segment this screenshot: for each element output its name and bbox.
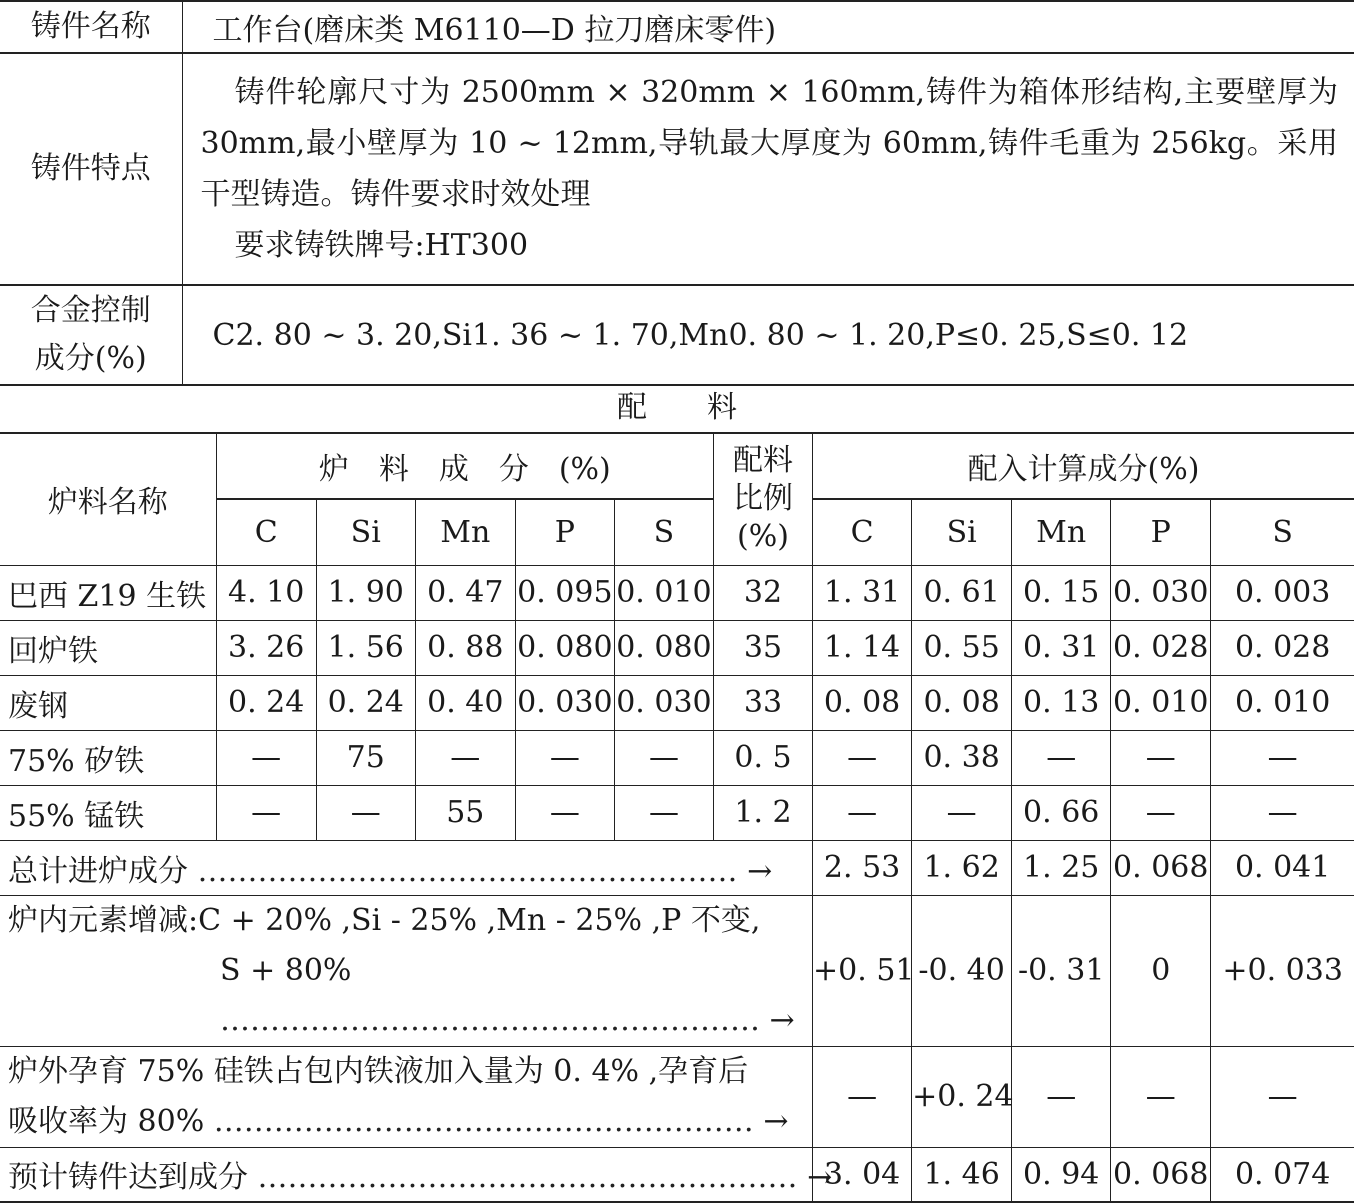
table-cell: — [614, 730, 713, 785]
arrow-icon: → [769, 1002, 795, 1038]
table-cell: — [1111, 730, 1211, 785]
table-cell: 0. 66 [1012, 785, 1111, 840]
casting-feature-value [182, 53, 1354, 285]
table-cell: 0. 041 [1211, 840, 1354, 895]
casting-name-row [0, 1, 1354, 53]
alloy-control-label-line1: 合金控制 [30, 293, 151, 328]
table-cell: 1. 46 [912, 1147, 1012, 1202]
table-cell: 0. 010 [1211, 675, 1354, 730]
material-name: 55% 锰铁 [0, 785, 216, 840]
expected-row [0, 1147, 1354, 1202]
inoculation-label-line2-wrap [8, 1097, 812, 1147]
table-cell: +0. 24 [912, 1046, 1012, 1147]
table-cell: 0. 010 [614, 565, 713, 620]
table-cell: — [1111, 1046, 1211, 1147]
table-cell: 0. 08 [813, 675, 912, 730]
table-cell: 55 [415, 785, 515, 840]
leader-dots: ……………………………………………… [257, 1160, 798, 1196]
material-name: 巴西 Z19 生铁 [0, 565, 216, 620]
table-cell: — [515, 730, 614, 785]
table-cell: 1. 14 [813, 620, 912, 675]
table-cell: 1. 56 [316, 620, 415, 675]
casting-info-table [0, 0, 1354, 386]
furnace-change-row [0, 895, 1354, 1046]
ratio-header-line3: (%) [737, 519, 789, 555]
material-name: 75% 矽铁 [0, 730, 216, 785]
table-cell: 0. 31 [1012, 620, 1111, 675]
table-cell: +0. 033 [1211, 895, 1354, 1046]
arrow-icon: → [747, 853, 773, 889]
total-label-cell [0, 840, 813, 895]
table-cell: 1. 90 [316, 565, 415, 620]
charge-s-header: S [614, 499, 713, 565]
section-title: 配 料 [617, 390, 737, 425]
expected-label-cell [0, 1147, 833, 1202]
table-cell: 3. 26 [216, 620, 316, 675]
furnace-change-label-line1: 炉内元素增减:C + 20% ,Si - 25% ,Mn - 25% ,P 不变, [8, 902, 761, 938]
table-row [0, 785, 1354, 840]
casting-name-label: 铸件名称 [0, 1, 182, 53]
ratio-header-line1: 配料 [733, 443, 794, 479]
table-row [0, 620, 1354, 675]
leader-dots: ……………………………………………… [220, 1002, 760, 1038]
calc-s-header: S [1211, 499, 1354, 565]
table-cell: 0. 24 [216, 675, 316, 730]
ratio-cell: 35 [713, 620, 812, 675]
table-cell: 0. 028 [1211, 620, 1354, 675]
inoculation-label-cell [0, 1046, 813, 1147]
furnace-change-label-cell [0, 895, 813, 1046]
table-cell: 0. 88 [415, 620, 515, 675]
table-cell: 2. 53 [813, 840, 912, 895]
calc-c-header: C [813, 499, 912, 565]
inoculation-label-line1: 炉外孕育 75% 硅铁占包内铁液加入量为 0. 4% ,孕育后 [8, 1053, 749, 1089]
table-cell: — [614, 785, 713, 840]
inoculation-row [0, 1046, 1354, 1147]
table-cell: 0. 080 [614, 620, 713, 675]
calc-mn-header: Mn [1012, 499, 1111, 565]
casting-feature-label: 铸件特点 [0, 53, 182, 285]
table-cell: 4. 10 [216, 565, 316, 620]
table-cell: — [813, 785, 912, 840]
table-cell: 0. 068 [1111, 1147, 1211, 1202]
table-cell: 0. 47 [415, 565, 515, 620]
arrow-icon: → [763, 1103, 789, 1139]
ratio-header-line2: 比例 [733, 481, 794, 517]
table-cell: 0. 074 [1211, 1147, 1354, 1202]
table-cell: — [1211, 785, 1354, 840]
table-cell: — [1211, 730, 1354, 785]
table-cell: 0. 38 [912, 730, 1012, 785]
furnace-change-label-line2-wrap [8, 946, 812, 1046]
table-row [0, 675, 1354, 730]
table-cell: — [912, 785, 1012, 840]
table-cell: — [316, 785, 415, 840]
casting-feature-row [0, 53, 1354, 285]
table-cell: 0. 068 [1111, 840, 1211, 895]
ratio-header [713, 433, 812, 565]
calc-p-header: P [1111, 499, 1211, 565]
table-cell: 0. 08 [912, 675, 1012, 730]
table-cell: 0. 13 [1012, 675, 1111, 730]
material-name: 废钢 [0, 675, 216, 730]
table-cell: — [216, 730, 316, 785]
table-cell: 0. 095 [515, 565, 614, 620]
table-cell: 1. 25 [1012, 840, 1111, 895]
charge-composition-header: 炉 料 成 分 (%) [216, 433, 713, 499]
leader-dots: ……………………………………………… [213, 1103, 754, 1139]
table-cell: — [1012, 730, 1111, 785]
ratio-cell: 33 [713, 675, 812, 730]
charge-si-header: Si [316, 499, 415, 565]
furnace-change-label-line2: S + 80% [220, 952, 352, 988]
table-cell: 0. 94 [1012, 1147, 1111, 1202]
alloy-control-value: C2. 80 ~ 3. 20,Si1. 36 ~ 1. 70,Mn0. 80 ~ 1. 20,P≤0. 25,S≤0. 12 [182, 285, 1354, 385]
arrow-icon: → [807, 1160, 833, 1196]
table-cell: — [1012, 1046, 1111, 1147]
table-cell: — [216, 785, 316, 840]
table-cell: 3. 04 [813, 1147, 912, 1202]
material-name: 回炉铁 [0, 620, 216, 675]
casting-feature-text: 铸件轮廓尺寸为 2500mm × 320mm × 160mm,铸件为箱体形结构,主要壁厚为30mm,最小壁厚为 10 ~ 12mm,导轨最大厚度为 60mm,铸件毛重为 256kg。采用干型铸造。铸件要求时效处理 [200, 75, 1338, 212]
inoculation-label-line2: 吸收率为 80% [8, 1103, 205, 1139]
table-cell: — [515, 785, 614, 840]
table-cell: — [813, 730, 912, 785]
table-cell: 0. 030 [614, 675, 713, 730]
table-cell: — [415, 730, 515, 785]
casting-name-value: 工作台(磨床类 M6110—D 拉刀磨床零件) [182, 1, 1354, 53]
table-cell: +0. 51 [813, 895, 912, 1046]
leader-dots: ……………………………………………… [197, 853, 738, 889]
table-cell: — [1111, 785, 1211, 840]
table-row [0, 730, 1354, 785]
ratio-cell: 32 [713, 565, 812, 620]
total-row [0, 840, 1354, 895]
batching-table [0, 432, 1354, 1203]
charge-c-header: C [216, 499, 316, 565]
table-cell: 0. 40 [415, 675, 515, 730]
casting-grade-requirement: 要求铸铁牌号:HT300 [234, 228, 529, 263]
alloy-control-label-line2: 成分(%) [34, 341, 147, 376]
alloy-control-label [0, 285, 182, 385]
table-cell: 1. 31 [813, 565, 912, 620]
expected-label: 预计铸件达到成分 [8, 1160, 248, 1196]
calc-composition-header: 配入计算成分(%) [813, 433, 1354, 499]
table-cell: 0 [1111, 895, 1211, 1046]
table-cell: 0. 61 [912, 565, 1012, 620]
ratio-cell: 0. 5 [713, 730, 812, 785]
table-cell: 75 [316, 730, 415, 785]
table-cell: 0. 080 [515, 620, 614, 675]
table-cell: 0. 030 [1111, 565, 1211, 620]
table-cell: 0. 003 [1211, 565, 1354, 620]
table-cell: 0. 15 [1012, 565, 1111, 620]
header-row-1 [0, 433, 1354, 499]
table-cell: — [1211, 1046, 1354, 1147]
table-cell: 0. 24 [316, 675, 415, 730]
table-cell: 1. 62 [912, 840, 1012, 895]
table-cell: 0. 010 [1111, 675, 1211, 730]
table-cell: 0. 028 [1111, 620, 1211, 675]
calc-si-header: Si [912, 499, 1012, 565]
alloy-control-row [0, 285, 1354, 385]
table-row [0, 565, 1354, 620]
total-label: 总计进炉成分 [8, 853, 188, 889]
table-cell: -0. 31 [1012, 895, 1111, 1046]
ratio-cell: 1. 2 [713, 785, 812, 840]
charge-p-header: P [515, 499, 614, 565]
table-cell: -0. 40 [912, 895, 1012, 1046]
table-cell: 0. 030 [515, 675, 614, 730]
material-name-header: 炉料名称 [0, 433, 216, 565]
table-cell: — [813, 1046, 912, 1147]
table-cell: 0. 55 [912, 620, 1012, 675]
charge-mn-header: Mn [415, 499, 515, 565]
